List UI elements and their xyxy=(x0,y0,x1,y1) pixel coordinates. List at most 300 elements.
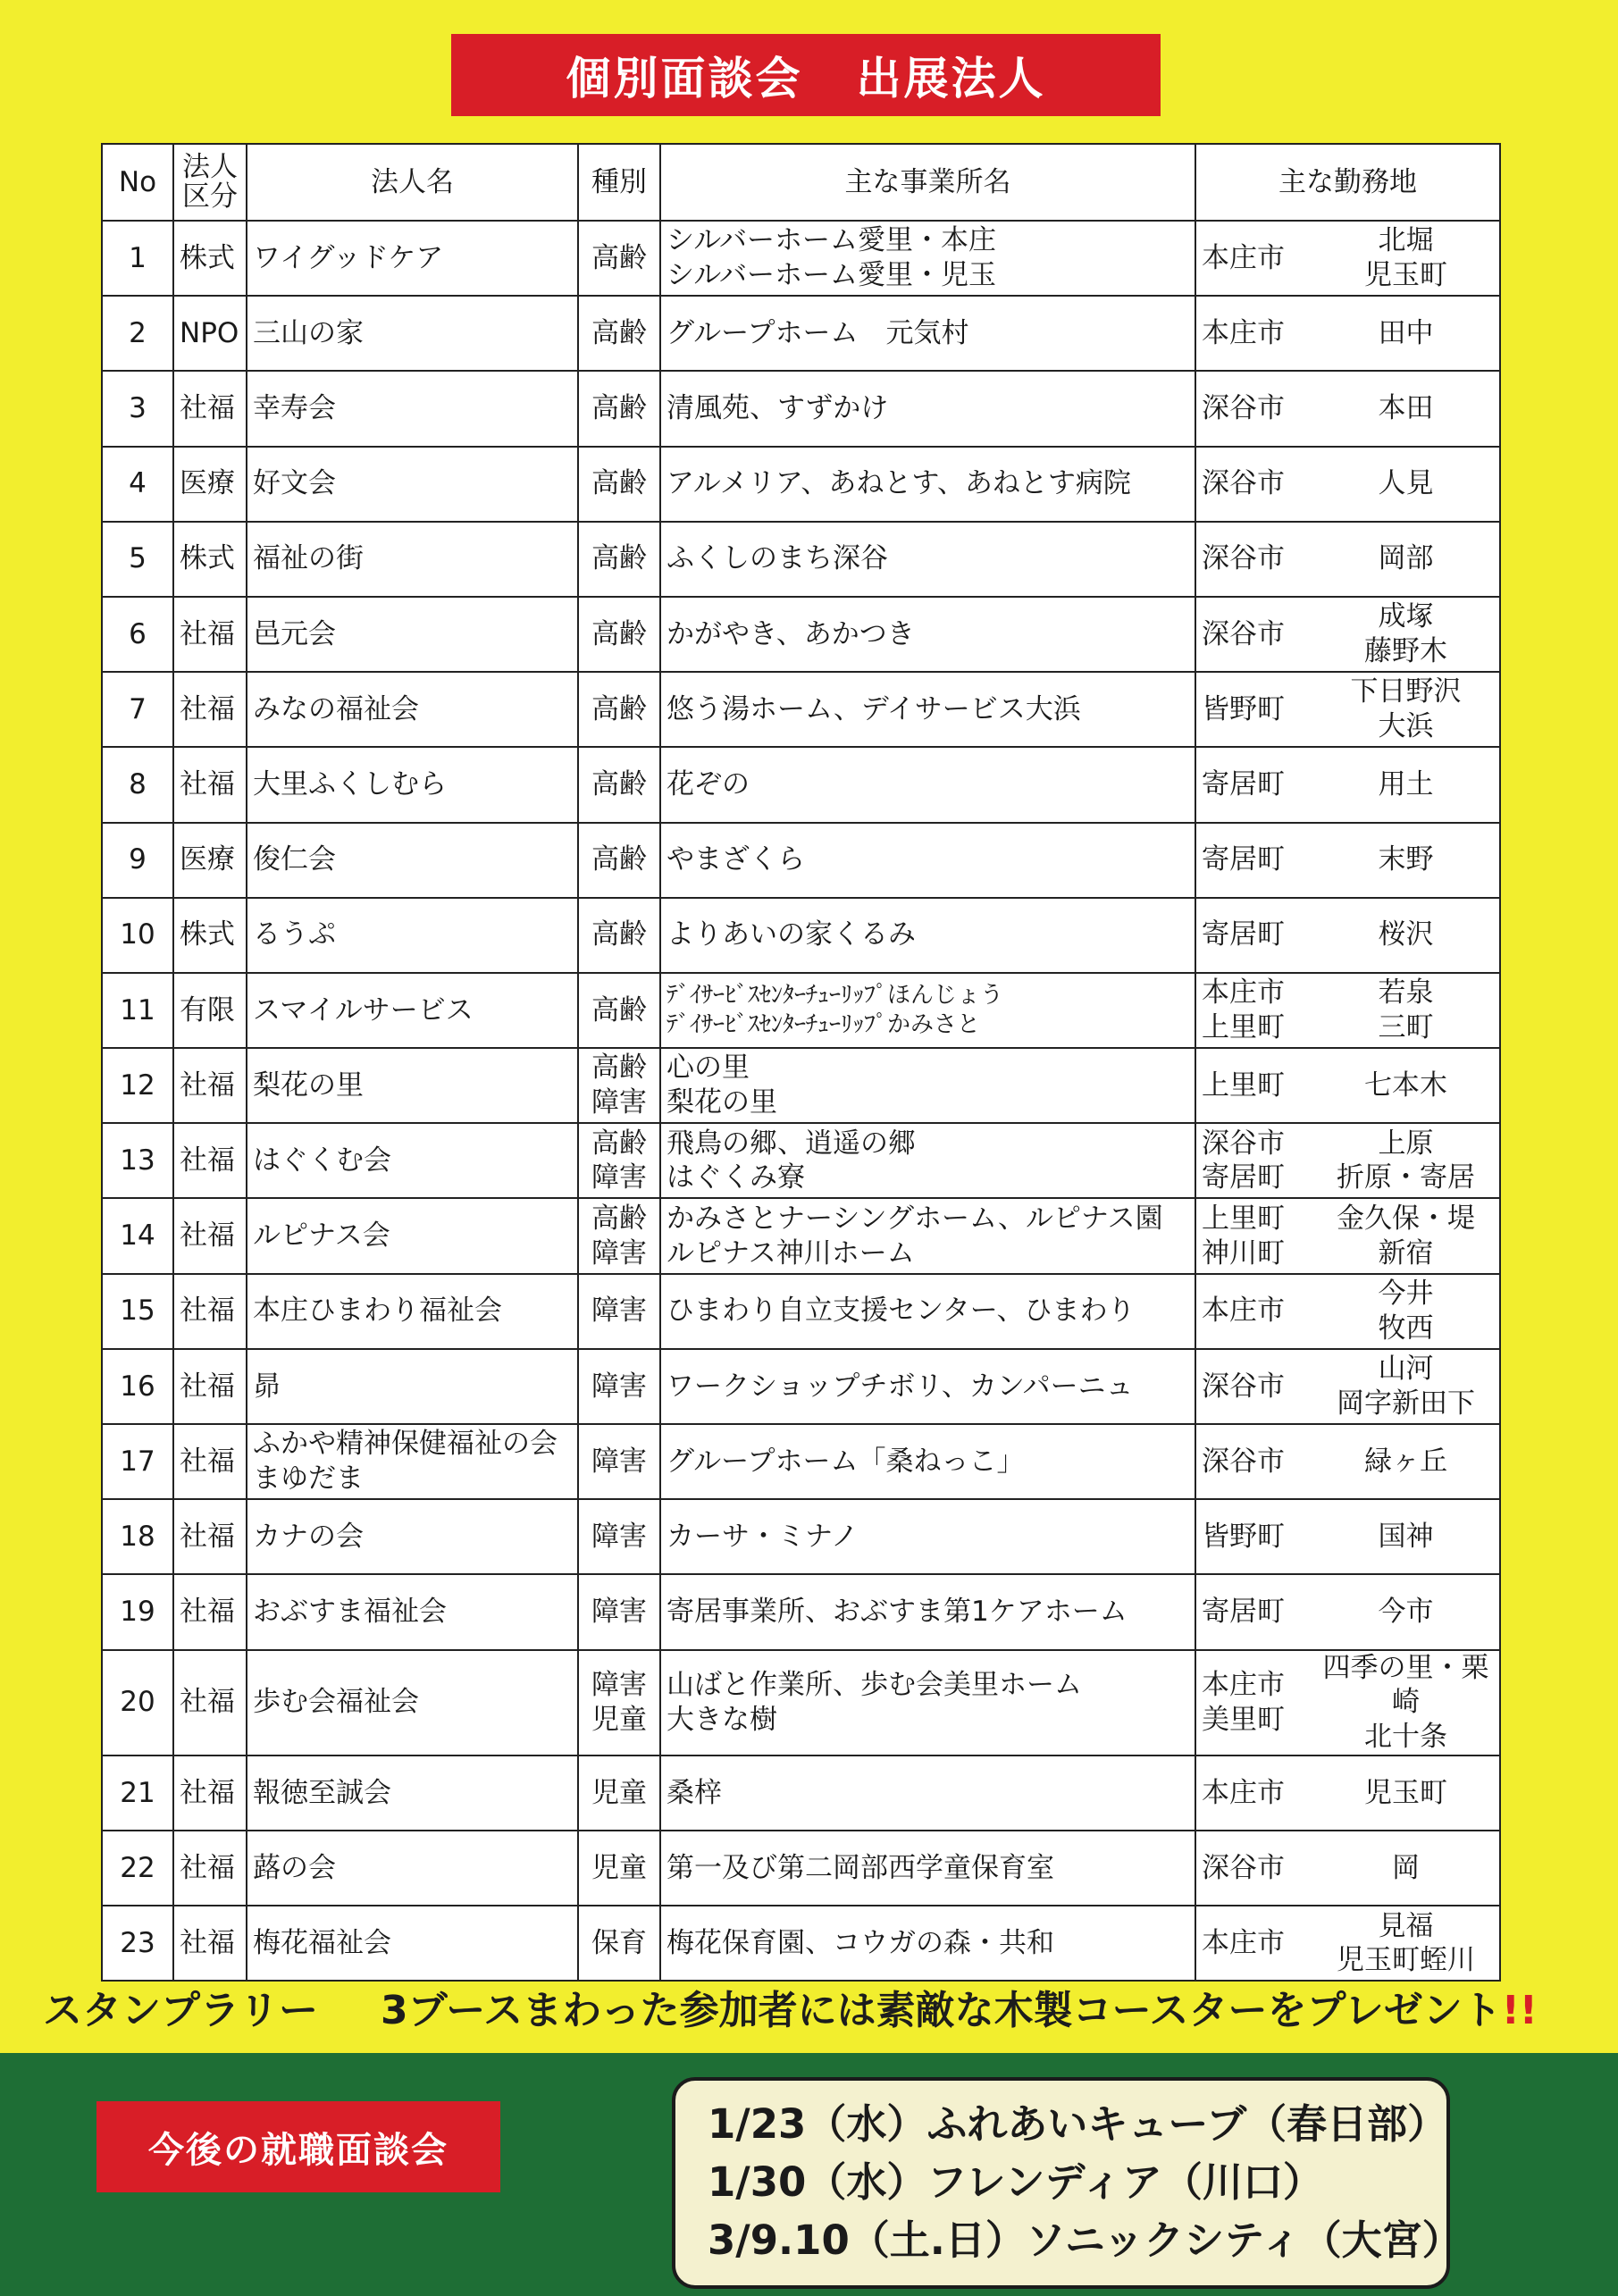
area-value: 末野 xyxy=(1378,843,1434,876)
location-group xyxy=(1202,1445,1494,1479)
office-value: 悠う湯ホーム、デイサービス大浜 xyxy=(666,692,1081,725)
office-value: ﾃﾞｲｻｰﾋﾞｽｾﾝﾀｰﾁｭｰﾘｯﾌﾟかみさと xyxy=(666,1010,981,1038)
cell-type xyxy=(578,597,660,672)
cell-name: 俊仁会 xyxy=(247,823,578,898)
type-value: 障害 xyxy=(591,1236,647,1270)
cell-kubun: 社福 xyxy=(173,1906,247,1981)
area-value: 岡部 xyxy=(1378,542,1434,575)
city-value: 本庄市 xyxy=(1202,1776,1285,1809)
table-row xyxy=(102,1198,1500,1273)
office-value: カーサ・ミナノ xyxy=(666,1520,859,1553)
location-area xyxy=(1318,842,1494,877)
cell-kubun: 社福 xyxy=(173,1048,247,1123)
cell-name: 報徳至誠会 xyxy=(247,1756,578,1831)
cell-location xyxy=(1195,672,1500,747)
area-value: 北堀 xyxy=(1378,224,1434,257)
table-row xyxy=(102,973,1500,1048)
location-city xyxy=(1202,316,1318,351)
cell-name: はぐくむ会 xyxy=(247,1123,578,1198)
office-value: 第一及び第二岡部西学童保育室 xyxy=(666,1851,1054,1884)
table-row xyxy=(102,296,1500,371)
table-row xyxy=(102,1274,1500,1349)
cell-type xyxy=(578,1906,660,1981)
table-row xyxy=(102,1574,1500,1649)
area-value: 金久保・堤 xyxy=(1337,1202,1475,1235)
location-city xyxy=(1202,1294,1318,1328)
location-city xyxy=(1202,1851,1318,1886)
location-city xyxy=(1202,617,1318,652)
cell-office xyxy=(660,1574,1195,1649)
cell-location xyxy=(1195,973,1500,1048)
area-value: 成塚 xyxy=(1378,600,1434,633)
table-row xyxy=(102,597,1500,672)
cell-type xyxy=(578,1198,660,1273)
cell-name: おぶすま福祉会 xyxy=(247,1574,578,1649)
upcoming-dates-box xyxy=(672,2077,1463,2289)
table-row xyxy=(102,672,1500,747)
type-value: 高齢 xyxy=(591,768,647,801)
location-city xyxy=(1202,692,1318,727)
location-city xyxy=(1202,391,1318,426)
cell-type xyxy=(578,1048,660,1123)
office-value: ルピナス神川ホーム xyxy=(666,1236,915,1270)
location-group xyxy=(1202,1277,1494,1346)
cell-name: 蕗の会 xyxy=(247,1831,578,1906)
city-value: 神川町 xyxy=(1202,1236,1285,1270)
cell-kubun: 有限 xyxy=(173,973,247,1048)
location-area xyxy=(1318,391,1494,426)
area-value: 山河 xyxy=(1378,1353,1434,1386)
location-area xyxy=(1318,599,1494,669)
office-value: ワークショップチボリ、カンパーニュ xyxy=(666,1370,1134,1403)
area-value: 折原・寄居 xyxy=(1337,1161,1475,1194)
cell-name: 大里ふくしむら xyxy=(247,747,578,822)
stamp-rally-exclaim: !! xyxy=(1501,1988,1538,2033)
cell-name: 昴 xyxy=(247,1349,578,1424)
city-value: 上里町 xyxy=(1202,1010,1285,1043)
location-group xyxy=(1202,316,1494,351)
area-value: 七本木 xyxy=(1364,1068,1447,1102)
city-value: 本庄市 xyxy=(1202,241,1285,274)
type-value: 障害 xyxy=(591,1086,647,1119)
cell-location xyxy=(1195,296,1500,371)
table-row xyxy=(102,447,1500,522)
cell-kubun: 社福 xyxy=(173,1123,247,1198)
cell-office xyxy=(660,1650,1195,1756)
area-value: 人見 xyxy=(1378,467,1434,500)
city-value: 深谷市 xyxy=(1202,542,1285,575)
cell-no: 2 xyxy=(102,296,173,371)
cell-no: 4 xyxy=(102,447,173,522)
header-kubun: 法人区分 xyxy=(173,144,247,221)
type-value: 障害 xyxy=(591,1161,647,1194)
cell-no: 18 xyxy=(102,1499,173,1574)
upcoming-date-1: 1/23（水）ふれあいキューブ（春日部） xyxy=(708,2100,1448,2148)
cell-office xyxy=(660,1499,1195,1574)
cell-name: 梅花福祉会 xyxy=(247,1906,578,1981)
location-city xyxy=(1202,241,1318,276)
cell-location xyxy=(1195,823,1500,898)
city-value: 深谷市 xyxy=(1202,392,1285,425)
type-value: 高齢 xyxy=(591,542,647,575)
cell-name: 本庄ひまわり福祉会 xyxy=(247,1274,578,1349)
header-office: 主な事業所名 xyxy=(660,144,1195,221)
cell-name: カナの会 xyxy=(247,1499,578,1574)
cell-name: 福祉の街 xyxy=(247,522,578,597)
location-city xyxy=(1202,541,1318,576)
cell-kubun: 株式 xyxy=(173,898,247,973)
table-row xyxy=(102,1048,1500,1123)
office-value: 桑梓 xyxy=(666,1776,722,1809)
cell-type xyxy=(578,672,660,747)
city-value: 本庄市 xyxy=(1202,316,1285,349)
location-area xyxy=(1318,316,1494,351)
location-group xyxy=(1202,1352,1494,1421)
city-value: 本庄市 xyxy=(1202,1926,1285,1959)
type-value: 障害 xyxy=(591,1668,647,1701)
city-value: 寄居町 xyxy=(1202,768,1285,801)
cell-office xyxy=(660,597,1195,672)
city-value: 本庄市 xyxy=(1202,1295,1285,1328)
office-value: ﾃﾞｲｻｰﾋﾞｽｾﾝﾀｰﾁｭｰﾘｯﾌﾟほんじょう xyxy=(666,982,1004,1010)
cell-location xyxy=(1195,1499,1500,1574)
cell-office xyxy=(660,1756,1195,1831)
cell-name: るうぷ xyxy=(247,898,578,973)
cell-office xyxy=(660,1274,1195,1349)
city-value: 本庄市 xyxy=(1202,1668,1285,1701)
cell-office xyxy=(660,1831,1195,1906)
location-group xyxy=(1202,1909,1494,1979)
header-location: 主な勤務地 xyxy=(1195,144,1500,221)
cell-kubun: 株式 xyxy=(173,221,247,296)
cell-no: 21 xyxy=(102,1756,173,1831)
type-value: 高齢 xyxy=(591,617,647,650)
city-value: 皆野町 xyxy=(1202,1520,1285,1553)
page-subtitle: 出展法人 xyxy=(856,53,1046,105)
location-group xyxy=(1202,599,1494,669)
location-city xyxy=(1202,1520,1318,1554)
area-value: 牧西 xyxy=(1378,1311,1434,1345)
header-no: No xyxy=(102,144,173,221)
location-group xyxy=(1202,918,1494,952)
cell-location xyxy=(1195,522,1500,597)
cell-office xyxy=(660,1424,1195,1499)
cell-location xyxy=(1195,597,1500,672)
cell-kubun: 社福 xyxy=(173,672,247,747)
table-row xyxy=(102,1424,1500,1499)
cell-kubun: 社福 xyxy=(173,1274,247,1349)
table-row xyxy=(102,1499,1500,1574)
cell-no: 6 xyxy=(102,597,173,672)
city-value: 寄居町 xyxy=(1202,843,1285,876)
city-value: 寄居町 xyxy=(1202,918,1285,951)
cell-office xyxy=(660,296,1195,371)
location-city xyxy=(1202,842,1318,877)
cell-location xyxy=(1195,1198,1500,1273)
office-value: シルバーホーム愛里・本庄 xyxy=(666,224,997,257)
cell-type xyxy=(578,1424,660,1499)
city-value: 深谷市 xyxy=(1202,467,1285,500)
office-value: ふくしのまち深谷 xyxy=(666,542,888,575)
city-value: 皆野町 xyxy=(1202,692,1285,725)
cell-kubun: 社福 xyxy=(173,747,247,822)
office-value: かみさとナーシングホーム、ルピナス園 xyxy=(666,1202,1163,1235)
cell-office xyxy=(660,1349,1195,1424)
cell-office xyxy=(660,447,1195,522)
table-row xyxy=(102,898,1500,973)
location-city xyxy=(1202,1127,1318,1196)
city-value: 寄居町 xyxy=(1202,1596,1285,1629)
cell-type xyxy=(578,1831,660,1906)
location-area xyxy=(1318,976,1494,1045)
location-area xyxy=(1318,1851,1494,1886)
type-value: 高齢 xyxy=(591,316,647,349)
cell-name: スマイルサービス xyxy=(247,973,578,1048)
table-row xyxy=(102,522,1500,597)
table-row xyxy=(102,1123,1500,1198)
table-row xyxy=(102,1831,1500,1906)
city-value: 寄居町 xyxy=(1202,1161,1285,1194)
area-value: 児玉町 xyxy=(1364,1776,1447,1809)
office-value: かがやき、あかつき xyxy=(666,617,915,650)
type-value: 高齢 xyxy=(591,843,647,876)
type-value: 児童 xyxy=(591,1776,647,1809)
cell-location xyxy=(1195,221,1500,296)
cell-no: 12 xyxy=(102,1048,173,1123)
office-value: グループホーム 元気村 xyxy=(666,316,969,349)
cell-office xyxy=(660,522,1195,597)
cell-office xyxy=(660,1123,1195,1198)
cell-type xyxy=(578,823,660,898)
location-group xyxy=(1202,767,1494,802)
cell-name: ふかや精神保健福祉の会まゆだま xyxy=(247,1424,578,1499)
location-group xyxy=(1202,391,1494,426)
type-value: 障害 xyxy=(591,1596,647,1629)
city-value: 深谷市 xyxy=(1202,1127,1285,1160)
cell-no: 16 xyxy=(102,1349,173,1424)
exhibitor-table xyxy=(101,143,1501,1982)
area-value: 上原 xyxy=(1378,1127,1434,1160)
area-value: 岡字新田下 xyxy=(1337,1387,1475,1420)
cell-type xyxy=(578,1574,660,1649)
office-value: 心の里 xyxy=(666,1052,750,1085)
cell-kubun: 社福 xyxy=(173,371,247,446)
cell-type xyxy=(578,1756,660,1831)
cell-no: 7 xyxy=(102,672,173,747)
page-title: 個別面談会 xyxy=(566,53,803,105)
location-group xyxy=(1202,466,1494,501)
cell-office xyxy=(660,1048,1195,1123)
area-value: 三町 xyxy=(1378,1010,1434,1043)
location-area xyxy=(1318,675,1494,744)
location-group xyxy=(1202,541,1494,576)
area-value: 北十条 xyxy=(1364,1721,1447,1754)
type-value: 高齢 xyxy=(591,241,647,274)
cell-kubun: 社福 xyxy=(173,1650,247,1756)
location-area xyxy=(1318,223,1494,293)
area-value: 下日野沢 xyxy=(1350,675,1462,708)
cell-office xyxy=(660,973,1195,1048)
cell-name: 幸寿会 xyxy=(247,371,578,446)
type-value: 高齢 xyxy=(591,1127,647,1160)
area-value: 新宿 xyxy=(1378,1236,1434,1270)
cell-type xyxy=(578,1123,660,1198)
location-group xyxy=(1202,976,1494,1045)
location-area xyxy=(1318,541,1494,576)
location-group xyxy=(1202,842,1494,877)
cell-office xyxy=(660,747,1195,822)
location-group xyxy=(1202,1851,1494,1886)
cell-office xyxy=(660,371,1195,446)
office-value: アルメリア、あねとす、あねとす病院 xyxy=(666,467,1131,500)
office-value: シルバーホーム愛里・児玉 xyxy=(666,259,997,292)
cell-office xyxy=(660,823,1195,898)
area-value: 藤野木 xyxy=(1364,635,1447,668)
area-value: 今市 xyxy=(1378,1596,1434,1629)
type-value: 障害 xyxy=(591,1370,647,1403)
cell-location xyxy=(1195,1274,1500,1349)
type-value: 障害 xyxy=(591,1520,647,1553)
cell-no: 17 xyxy=(102,1424,173,1499)
cell-type xyxy=(578,1274,660,1349)
stamp-rally-text: 3ブースまわった参加者には素敵な木製コースターをプレゼント xyxy=(381,1988,1502,2033)
cell-location xyxy=(1195,447,1500,522)
location-city xyxy=(1202,466,1318,501)
location-city xyxy=(1202,1202,1318,1271)
cell-kubun: 社福 xyxy=(173,1756,247,1831)
cell-office xyxy=(660,1198,1195,1273)
area-value: 児玉町 xyxy=(1364,259,1447,292)
location-city xyxy=(1202,1776,1318,1811)
table-header-row xyxy=(102,144,1500,221)
cell-type xyxy=(578,296,660,371)
cell-no: 11 xyxy=(102,973,173,1048)
table-row xyxy=(102,747,1500,822)
cell-location xyxy=(1195,747,1500,822)
cell-no: 3 xyxy=(102,371,173,446)
cell-location xyxy=(1195,1424,1500,1499)
cell-no: 10 xyxy=(102,898,173,973)
city-value: 本庄市 xyxy=(1202,976,1285,1010)
cell-no: 14 xyxy=(102,1198,173,1273)
cell-no: 20 xyxy=(102,1650,173,1756)
cell-location xyxy=(1195,1349,1500,1424)
cell-no: 9 xyxy=(102,823,173,898)
table-row xyxy=(102,371,1500,446)
location-group xyxy=(1202,1776,1494,1811)
cell-kubun: 医療 xyxy=(173,823,247,898)
cell-no: 13 xyxy=(102,1123,173,1198)
type-value: 障害 xyxy=(591,1445,647,1478)
location-area xyxy=(1318,466,1494,501)
city-value: 上里町 xyxy=(1202,1202,1285,1235)
location-group xyxy=(1202,1651,1494,1755)
cell-kubun: NPO xyxy=(173,296,247,371)
upcoming-date-3: 3/9.10（土.日）ソニックシティ（大宮） xyxy=(708,2216,1463,2264)
location-group xyxy=(1202,1595,1494,1630)
office-value: 飛鳥の郷、逍遥の郷 xyxy=(666,1127,916,1160)
location-area xyxy=(1318,767,1494,802)
city-value: 深谷市 xyxy=(1202,617,1285,650)
header-name: 法人名 xyxy=(247,144,578,221)
city-value: 深谷市 xyxy=(1202,1851,1285,1884)
office-value: よりあいの家くるみ xyxy=(666,918,916,951)
office-value: グループホーム「桑ねっこ」 xyxy=(666,1445,1025,1478)
area-value: 岡 xyxy=(1392,1851,1420,1884)
location-city xyxy=(1202,976,1318,1045)
table-row xyxy=(102,1650,1500,1756)
cell-type xyxy=(578,1349,660,1424)
header-type: 種別 xyxy=(578,144,660,221)
cell-office xyxy=(660,898,1195,973)
location-city xyxy=(1202,767,1318,802)
location-group xyxy=(1202,1520,1494,1554)
table-row xyxy=(102,1756,1500,1831)
location-city xyxy=(1202,1668,1318,1738)
location-group xyxy=(1202,675,1494,744)
stamp-rally-notice xyxy=(43,1978,1597,2035)
cell-no: 22 xyxy=(102,1831,173,1906)
office-value: 梨花の里 xyxy=(666,1086,777,1119)
area-value: 桜沢 xyxy=(1378,918,1434,951)
cell-kubun: 社福 xyxy=(173,1349,247,1424)
cell-type xyxy=(578,898,660,973)
location-group xyxy=(1202,1127,1494,1196)
cell-type xyxy=(578,1650,660,1756)
area-value: 児玉町蛭川 xyxy=(1337,1944,1475,1977)
cell-type xyxy=(578,747,660,822)
location-group xyxy=(1202,223,1494,293)
location-group xyxy=(1202,1202,1494,1271)
cell-kubun: 社福 xyxy=(173,597,247,672)
city-value: 美里町 xyxy=(1202,1703,1285,1736)
area-value: 今井 xyxy=(1378,1277,1434,1310)
type-value: 高齢 xyxy=(591,1052,647,1085)
location-city xyxy=(1202,1926,1318,1961)
office-value: ひまわり自立支援センター、ひまわり xyxy=(666,1295,1136,1328)
location-area xyxy=(1318,1202,1494,1271)
location-city xyxy=(1202,918,1318,952)
cell-no: 5 xyxy=(102,522,173,597)
cell-type xyxy=(578,973,660,1048)
location-area xyxy=(1318,918,1494,952)
cell-no: 15 xyxy=(102,1274,173,1349)
cell-name: 邑元会 xyxy=(247,597,578,672)
cell-name: ワイグッドケア xyxy=(247,221,578,296)
type-value: 児童 xyxy=(591,1703,647,1736)
location-area xyxy=(1318,1068,1494,1103)
area-value: 田中 xyxy=(1378,316,1434,349)
cell-type xyxy=(578,522,660,597)
type-value: 保育 xyxy=(591,1926,647,1959)
table-row xyxy=(102,1349,1500,1424)
area-value: 本田 xyxy=(1378,392,1434,425)
type-value: 高齢 xyxy=(591,467,647,500)
type-value: 高齢 xyxy=(591,692,647,725)
cell-location xyxy=(1195,1574,1500,1649)
upcoming-interviews-label: 今後の就職面談会 xyxy=(96,2101,500,2192)
type-value: 障害 xyxy=(591,1295,647,1328)
type-value: 高齢 xyxy=(591,918,647,951)
cell-office xyxy=(660,672,1195,747)
cell-name: 歩む会福祉会 xyxy=(247,1650,578,1756)
city-value: 上里町 xyxy=(1202,1068,1285,1102)
type-value: 高齢 xyxy=(591,392,647,425)
table-row xyxy=(102,1906,1500,1981)
location-area xyxy=(1318,1776,1494,1811)
cell-name: みなの福祉会 xyxy=(247,672,578,747)
cell-location xyxy=(1195,1906,1500,1981)
